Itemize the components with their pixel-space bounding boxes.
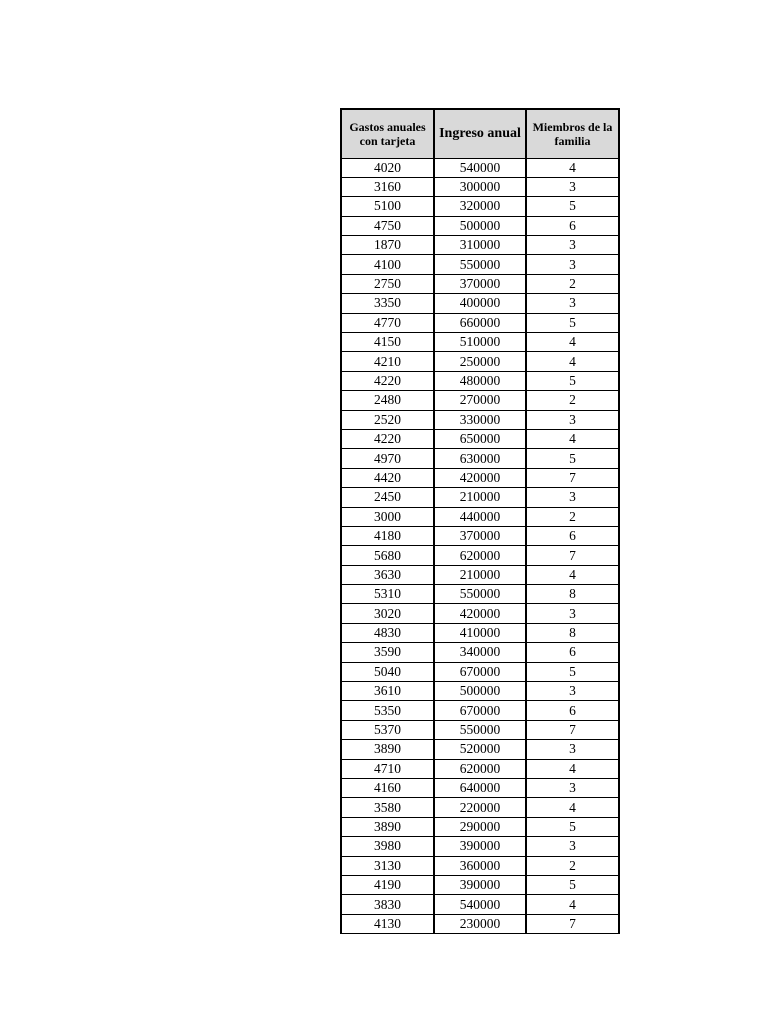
cell-ingreso: 390000: [434, 837, 526, 856]
cell-miembros: 2: [526, 507, 619, 526]
cell-gastos: 4220: [341, 429, 434, 448]
cell-ingreso: 500000: [434, 216, 526, 235]
cell-ingreso: 550000: [434, 585, 526, 604]
cell-gastos: 4420: [341, 468, 434, 487]
table-row: [341, 333, 619, 352]
cell-miembros: 6: [526, 526, 619, 545]
cell-gastos: 3000: [341, 507, 434, 526]
cell-ingreso: 480000: [434, 371, 526, 390]
data-table: [340, 108, 620, 934]
cell-gastos: 3590: [341, 643, 434, 662]
cell-gastos: 3630: [341, 565, 434, 584]
cell-miembros: 3: [526, 488, 619, 507]
cell-gastos: 5680: [341, 546, 434, 565]
cell-miembros: 7: [526, 720, 619, 739]
cell-gastos: 3890: [341, 817, 434, 836]
cell-miembros: 5: [526, 371, 619, 390]
cell-ingreso: 550000: [434, 720, 526, 739]
table-row: [341, 837, 619, 856]
table-row: [341, 662, 619, 681]
cell-miembros: 4: [526, 333, 619, 352]
table-row: [341, 623, 619, 642]
cell-gastos: 4190: [341, 875, 434, 894]
table-row: [341, 410, 619, 429]
cell-miembros: 4: [526, 158, 619, 177]
cell-gastos: 3160: [341, 177, 434, 196]
table-row: [341, 798, 619, 817]
cell-gastos: 4970: [341, 449, 434, 468]
cell-ingreso: 650000: [434, 429, 526, 448]
header-row: [341, 109, 619, 158]
cell-gastos: 5370: [341, 720, 434, 739]
cell-miembros: 5: [526, 817, 619, 836]
table-row: [341, 371, 619, 390]
cell-miembros: 8: [526, 623, 619, 642]
cell-miembros: 7: [526, 914, 619, 933]
cell-gastos: 2750: [341, 274, 434, 293]
cell-ingreso: 670000: [434, 662, 526, 681]
cell-ingreso: 220000: [434, 798, 526, 817]
cell-ingreso: 290000: [434, 817, 526, 836]
cell-gastos: 2480: [341, 391, 434, 410]
table-row: [341, 449, 619, 468]
cell-gastos: 4220: [341, 371, 434, 390]
table-row: [341, 294, 619, 313]
cell-miembros: 3: [526, 740, 619, 759]
cell-gastos: 4180: [341, 526, 434, 545]
table-row: [341, 255, 619, 274]
cell-ingreso: 270000: [434, 391, 526, 410]
cell-gastos: 4210: [341, 352, 434, 371]
table-row: [341, 526, 619, 545]
table-row: [341, 875, 619, 894]
cell-ingreso: 340000: [434, 643, 526, 662]
cell-miembros: 2: [526, 856, 619, 875]
cell-miembros: 5: [526, 662, 619, 681]
table-row: [341, 429, 619, 448]
table-row: [341, 391, 619, 410]
cell-gastos: 3350: [341, 294, 434, 313]
cell-gastos: 2520: [341, 410, 434, 429]
cell-ingreso: 510000: [434, 333, 526, 352]
table-row: [341, 856, 619, 875]
table-row: [341, 740, 619, 759]
header-gastos-anuales: Gastos anuales con tarjeta: [341, 109, 434, 158]
cell-miembros: 5: [526, 197, 619, 216]
cell-miembros: 4: [526, 352, 619, 371]
cell-miembros: 8: [526, 585, 619, 604]
table-row: [341, 604, 619, 623]
table-row: [341, 701, 619, 720]
table-row: [341, 565, 619, 584]
cell-ingreso: 420000: [434, 604, 526, 623]
cell-ingreso: 330000: [434, 410, 526, 429]
cell-miembros: 3: [526, 236, 619, 255]
table-row: [341, 546, 619, 565]
table-row: [341, 236, 619, 255]
cell-ingreso: 520000: [434, 740, 526, 759]
table-header: [341, 109, 619, 158]
cell-gastos: 4750: [341, 216, 434, 235]
cell-gastos: 3980: [341, 837, 434, 856]
cell-miembros: 4: [526, 565, 619, 584]
cell-gastos: 3580: [341, 798, 434, 817]
cell-ingreso: 390000: [434, 875, 526, 894]
cell-ingreso: 500000: [434, 682, 526, 701]
cell-gastos: 4150: [341, 333, 434, 352]
cell-gastos: 4130: [341, 914, 434, 933]
cell-gastos: 4710: [341, 759, 434, 778]
cell-ingreso: 550000: [434, 255, 526, 274]
table-row: [341, 177, 619, 196]
table-row: [341, 895, 619, 914]
cell-ingreso: 230000: [434, 914, 526, 933]
cell-ingreso: 370000: [434, 274, 526, 293]
cell-ingreso: 320000: [434, 197, 526, 216]
cell-gastos: 3130: [341, 856, 434, 875]
cell-gastos: 4770: [341, 313, 434, 332]
cell-miembros: 5: [526, 313, 619, 332]
cell-miembros: 7: [526, 468, 619, 487]
cell-gastos: 4020: [341, 158, 434, 177]
table-row: [341, 759, 619, 778]
cell-miembros: 5: [526, 449, 619, 468]
cell-miembros: 3: [526, 294, 619, 313]
table-row: [341, 352, 619, 371]
cell-ingreso: 660000: [434, 313, 526, 332]
table-row: [341, 507, 619, 526]
cell-ingreso: 670000: [434, 701, 526, 720]
cell-ingreso: 440000: [434, 507, 526, 526]
cell-ingreso: 640000: [434, 779, 526, 798]
cell-gastos: 5350: [341, 701, 434, 720]
cell-ingreso: 410000: [434, 623, 526, 642]
cell-miembros: 4: [526, 429, 619, 448]
table-row: [341, 216, 619, 235]
cell-gastos: 3830: [341, 895, 434, 914]
cell-ingreso: 620000: [434, 759, 526, 778]
cell-miembros: 7: [526, 546, 619, 565]
table-row: [341, 682, 619, 701]
header-miembros-familia: Miembros de la familia: [526, 109, 619, 158]
cell-miembros: 2: [526, 391, 619, 410]
cell-gastos: 5100: [341, 197, 434, 216]
cell-miembros: 4: [526, 759, 619, 778]
cell-miembros: 6: [526, 701, 619, 720]
table-body: [341, 158, 619, 934]
table-row: [341, 914, 619, 933]
cell-gastos: 4830: [341, 623, 434, 642]
cell-ingreso: 210000: [434, 565, 526, 584]
cell-miembros: 3: [526, 682, 619, 701]
cell-gastos: 4160: [341, 779, 434, 798]
table-row: [341, 779, 619, 798]
table-row: [341, 197, 619, 216]
cell-miembros: 5: [526, 875, 619, 894]
cell-ingreso: 250000: [434, 352, 526, 371]
cell-miembros: 3: [526, 255, 619, 274]
table-row: [341, 720, 619, 739]
cell-miembros: 4: [526, 895, 619, 914]
cell-miembros: 3: [526, 837, 619, 856]
cell-miembros: 2: [526, 274, 619, 293]
cell-ingreso: 540000: [434, 158, 526, 177]
cell-ingreso: 370000: [434, 526, 526, 545]
cell-ingreso: 540000: [434, 895, 526, 914]
cell-gastos: 3020: [341, 604, 434, 623]
cell-miembros: 3: [526, 410, 619, 429]
cell-gastos: 3890: [341, 740, 434, 759]
cell-gastos: 5040: [341, 662, 434, 681]
cell-ingreso: 360000: [434, 856, 526, 875]
cell-ingreso: 420000: [434, 468, 526, 487]
cell-ingreso: 630000: [434, 449, 526, 468]
cell-gastos: 1870: [341, 236, 434, 255]
cell-ingreso: 400000: [434, 294, 526, 313]
cell-miembros: 6: [526, 216, 619, 235]
table-row: [341, 158, 619, 177]
table-row: [341, 488, 619, 507]
header-ingreso-anual: Ingreso anual: [434, 109, 526, 158]
cell-gastos: 2450: [341, 488, 434, 507]
table-row: [341, 274, 619, 293]
cell-miembros: 4: [526, 798, 619, 817]
table-row: [341, 585, 619, 604]
table-row: [341, 643, 619, 662]
cell-ingreso: 620000: [434, 546, 526, 565]
cell-miembros: 3: [526, 604, 619, 623]
table-row: [341, 817, 619, 836]
cell-gastos: 3610: [341, 682, 434, 701]
cell-ingreso: 300000: [434, 177, 526, 196]
table-row: [341, 468, 619, 487]
cell-gastos: 5310: [341, 585, 434, 604]
cell-ingreso: 210000: [434, 488, 526, 507]
cell-miembros: 3: [526, 779, 619, 798]
cell-miembros: 6: [526, 643, 619, 662]
cell-miembros: 3: [526, 177, 619, 196]
table-row: [341, 313, 619, 332]
cell-gastos: 4100: [341, 255, 434, 274]
cell-ingreso: 310000: [434, 236, 526, 255]
